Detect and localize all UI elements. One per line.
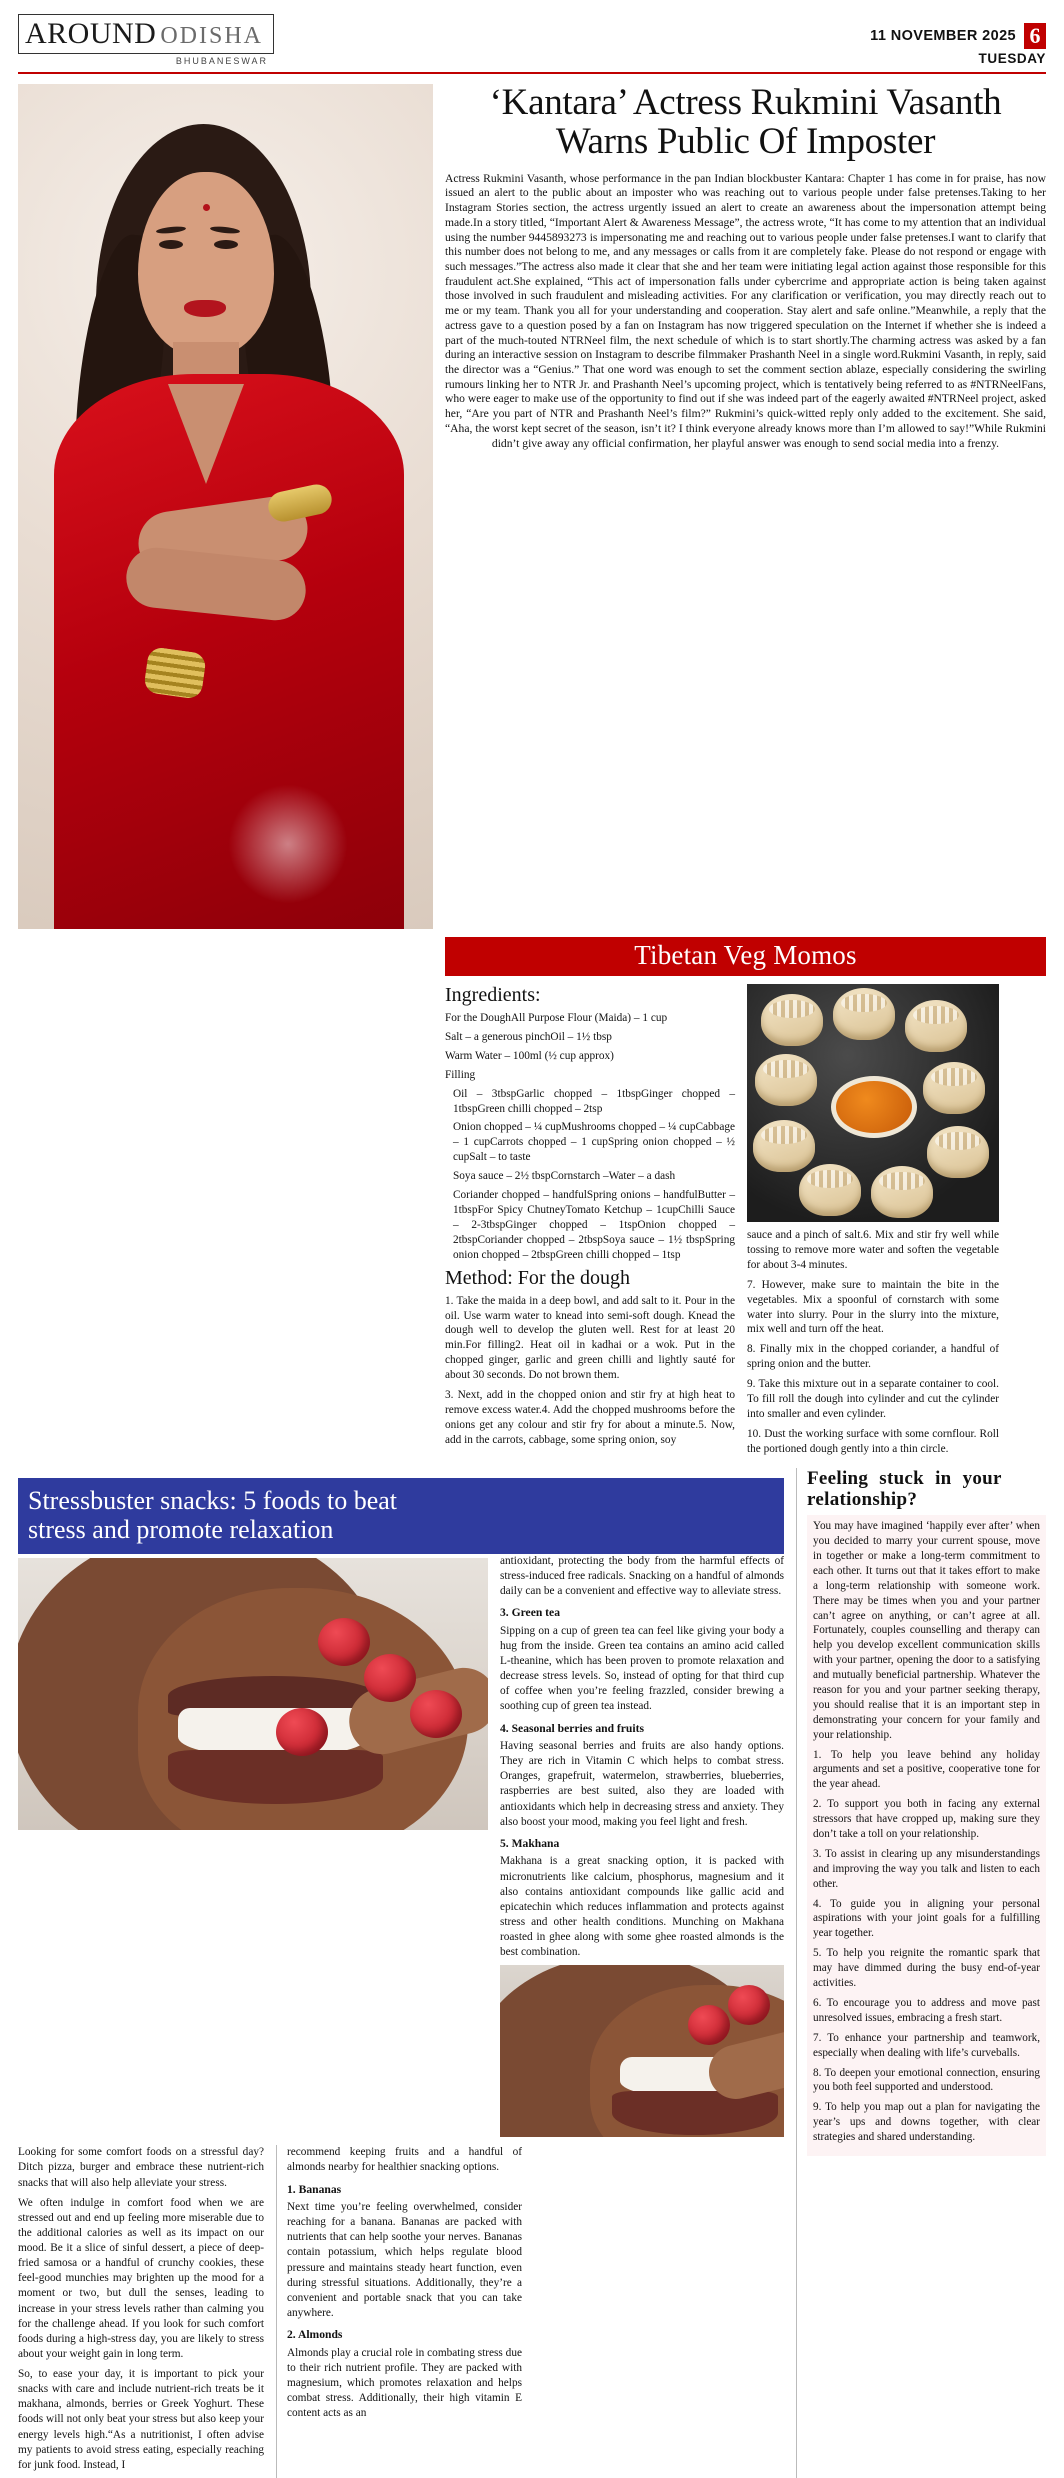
stress-item-body: Having seasonal berries and fruits are also handy options. They are rich in Vitamin C which helps to combat stress. Oranges, grapefruit, watermelon, strawberries, blueberries, raspberries are best suited, also they are loaded with antioxidants which help in decreasing stress and anxiety. They also boost your mood, making you feel light and fresh. bbox=[500, 1740, 784, 1828]
lead-text-column bbox=[445, 84, 1046, 929]
issue-date: 11 NOVEMBER 2025 bbox=[870, 28, 1016, 44]
momos-section bbox=[445, 984, 1046, 1462]
method-step: 8. Finally mix in the chopped coriander, a handful of spring onion and the butter. bbox=[747, 1343, 999, 1371]
relationship-point: 2. To support you both in facing any external stressors that have cropped up, making sure they don’t take a toll on your relationship. bbox=[813, 1798, 1040, 1841]
stress-paragraph: So, to ease your day, it is important to pick your snacks with care and include nutrient-rich treats be it makhana, almonds, berries or Greek Yoghurt. These foods will not only beat your stress but also keep your energy levels high.“As a nutritionist, I often advise my patients to avoid stress eating, especially reaching for junk food. Instead, I bbox=[18, 2368, 264, 2471]
page-title bbox=[445, 84, 1046, 162]
brand-region: ODISHA bbox=[160, 23, 264, 49]
method-step: 1. Take the maida in a deep bowl, and add salt to it. Pour in the oil. Use warm water to knead into semi-soft dough. Knead the dough well to develop the gluten well. Rest for at least 20 min.For filling2. Heat oil in kadhai or a wok. Put in the chopped ginger, garlic and green chilli and lightly sauté for about 30 seconds. Do not brown them. bbox=[445, 1294, 735, 1382]
momos-left-column bbox=[445, 984, 735, 1462]
weekday: TUESDAY bbox=[978, 51, 1046, 66]
ingredient-item: Coriander chopped – handfulSpring onions – handfulButter – 1tbspFor Spicy ChutneyTomato Ketchup – 1cupChilli Sauce – 2-3tbspGinger chopped – 1tspOnion chopped – 2tbspCoriander chopped – 2tbspSoya sauce – 1½ tbspSpring onion chopped – 2tbspGreen chilli chopped – 1tsp bbox=[453, 1189, 735, 1261]
stress-photo bbox=[18, 1558, 488, 1830]
relationship-point: 8. To deepen your emotional connection, ensuring you both feel supported and understood. bbox=[813, 2066, 1040, 2094]
stress-continuation: antioxidant, protecting the body from the harmful effects of stress-induced free radicals. Snacking on a handful of almonds daily can be a convenient and effective way to alleviate stress. bbox=[500, 1554, 784, 1598]
stressbuster-body bbox=[18, 2145, 784, 2478]
stress-item-heading: 3. Green tea bbox=[500, 1606, 560, 1620]
chutney-bowl bbox=[831, 1076, 917, 1138]
momos-right-column bbox=[747, 984, 999, 1462]
ingredient-item: For the DoughAll Purpose Flour (Maida) – 1 cup bbox=[445, 1012, 668, 1024]
method-step: 9. Take this mixture out in a separate container to cool. To fill roll the dough into cylinder and cut the cylinder into smaller and even cylinder. bbox=[747, 1378, 999, 1420]
stress-item-body: Next time you’re feeling overwhelmed, consider reaching for a banana. Bananas are packed with nutrients that can help soothe your nerves. Bananas contain potassium, which helps regulate blood pressure and maintains steady heart function, even during stressful situations. Additionally, they’re a convenient and portable snack that you can take anywhere. bbox=[287, 2201, 522, 2319]
actress-photo bbox=[18, 84, 433, 929]
brand-box bbox=[18, 14, 274, 54]
bangle-stack-icon bbox=[143, 646, 207, 700]
method-title: Method: For the dough bbox=[445, 1266, 630, 1289]
relationship-point: 9. To help you map out a plan for navigating the year’s ups and downs together, with clear strategies and shared understanding. bbox=[813, 2101, 1040, 2144]
stress-column-2 bbox=[276, 2145, 522, 2478]
ingredients-list bbox=[445, 1011, 735, 1263]
stress-paragraph: We often indulge in comfort food when we are stressed out and end up feeling more miserable due to the additional calories as well as its impact on our mood. Be it a slice of sinful dessert, a piece of deep-fried samosa or a handful of crunchy cookies, these feel-good munchies may brighten up the mood for a moment or two, but dull the senses, leading to increase in your stress levels rather than calming you for the challenge ahead. If you look for such comfort foods during a high-stress day, you are likely to stress about your weight gain in long term. bbox=[18, 2196, 264, 2360]
masthead bbox=[18, 14, 1046, 74]
stress-item-heading: 2. Almonds bbox=[287, 2328, 343, 2342]
method-step: 10. Dust the working surface with some cornflour. Roll the portioned dough gently into a thin circle. bbox=[747, 1427, 999, 1455]
method-step: 3. Next, add in the chopped onion and stir fry at high heat to remove excess water.4. Add the chopped mushrooms before the onions get any colour and stir fry for about a minute.5. Now, add in the carrots, cabbage, some spring onion, soy bbox=[445, 1389, 735, 1446]
page-number: 6 bbox=[1024, 23, 1046, 49]
method-step: sauce and a pinch of salt.6. Mix and stir fry well while tossing to remove more water and soften the vegetable for about 3-4 minutes. bbox=[747, 1229, 999, 1271]
lead-body-text: Actress Rukmini Vasanth, whose performance in the pan Indian blockbuster Kantara: Chapter 1 has come in for praise, has now issued an alert to the public about an imposter who was reaching out to various people under false pretenses.Taking to her Instagram Stories section, the actress urgently issued an alert to create an awareness about the impersonation attempt being made.In a story titled, “Important Alert & Awareness Message”, the actress wrote, “It has come to my attention that an individual using the number 9445893273 is impersonating me and reaching out to various people under false pretenses.I want to clarify that this number does not belong to me, and any messages or calls from it are completely fake. Please do not respond or engage with such messages.”The actress also made it clear that she and her team were initiating legal action against those responsible for this fraudulent act.She explained, “This act of impersonation falls under cybercrime and appropriate action is being taken against those involved in such fraudulent and misleading activities. For any clarification or verification, you may directly reach out to me or my team. Thank you all for your understanding and cooperation. Stay alert and safe online.”Meanwhile, a reply that the actress gave to a question posed by a fan on Instagram has now triggered speculation on the Internet if whether she is indeed a part of the much-touted NTRNeel film, the next schedule of which is to start shortly.The charming actress was asked by a fan during an interactive session on Instagram to describe filmmaker Prashanth Neel in a single word.Rukmini Vasanth, in reply, said the director was a “Genius.” That one word was enough to set the comment section ablaze, especially considering the swirling rumours linking her to NTR Jr. and Prashanth Neel’s upcoming project, which is tentatively being referred to as #NTRNeelFans, who were eager to make use of the opportunity to find out if she was indeed part of the eagerly awaited #NTRNeel project, asked her, “Are you part of NTR and Prashanth Neel’s film?” Rukmini’s quick-witted reply only added to the excitement. She said, “Aha, the worst kept secret of the season, isn’t it? I think everyone already knows more than I’m allowed to say!”While Rukmini didn’t give away any official confirmation, her playful answer was enough to send social media into a frenzy. bbox=[445, 171, 1046, 450]
stress-column-3-top bbox=[500, 1554, 784, 2137]
brand-name: AROUND bbox=[25, 17, 157, 50]
stress-item-body: Makhana is a great snacking option, it is packed with micronutrients like calcium, phosphorus, magnesium and it also contains antioxidant compounds like gallic acid and epicatechin which reduces inflammation and protects against stress and other health conditions. Munching on Makhana roasted in ghee along with some ghee roasted almonds is the best combination. bbox=[500, 1855, 784, 1959]
stress-column-1 bbox=[18, 2145, 264, 2478]
ingredient-item: Filling bbox=[445, 1068, 476, 1081]
ingredient-item: Warm Water – 100ml (½ cup approx) bbox=[445, 1049, 614, 1062]
lead-photo-column bbox=[18, 84, 433, 929]
brand bbox=[18, 14, 274, 66]
ingredients-title: Ingredients: bbox=[445, 984, 541, 1006]
ingredient-item: Oil – 3tbspGarlic chopped – 1tbspGinger chopped – 1tbspGreen chilli chopped – 2tsp bbox=[453, 1087, 735, 1115]
method-step: 7. However, make sure to maintain the bite in the vegetables. Mix a spoonful of cornstarch with some water into slurry. Pour in the slurry into the mixture, mix well and turn off the heat. bbox=[747, 1278, 999, 1336]
stress-item-heading: 1. Bananas bbox=[287, 2182, 342, 2196]
stress-paragraph: recommend keeping fruits and a handful of almonds nearby for healthier snacking options. bbox=[287, 2146, 522, 2174]
ingredient-item: Soya sauce – 2½ tbspCornstarch –Water – a dash bbox=[453, 1170, 676, 1183]
berries-photo bbox=[500, 1965, 784, 2137]
momos-section-title: Tibetan Veg Momos bbox=[445, 937, 1046, 976]
relationship-title: Feeling stuck in your relationship? bbox=[807, 1467, 1002, 1510]
stress-item-heading: 5. Makhana bbox=[500, 1836, 560, 1850]
date-block bbox=[870, 23, 1046, 66]
stress-title-line-2: stress and promote relaxation bbox=[28, 1514, 334, 1544]
method-steps-right bbox=[747, 1228, 999, 1457]
relationship-point: 3. To assist in clearing up any misunderstandings and improving the way you talk and listen to each other. bbox=[813, 1847, 1040, 1890]
bindi-icon bbox=[203, 204, 210, 211]
relationship-point: 7. To enhance your partnership and teamwork, especially when dealing with life’s curveballs. bbox=[813, 2031, 1040, 2059]
lead-section bbox=[18, 84, 1046, 929]
momos-photo bbox=[747, 984, 999, 1222]
relationship-point: 6. To encourage you to address and move past unresolved issues, embracing a fresh start. bbox=[813, 1996, 1040, 2024]
relationship-body bbox=[807, 1515, 1046, 2156]
stress-item-body: Almonds play a crucial role in combating stress due to their rich nutrient profile. They are packed with magnesium, which promotes relaxation and helps combat stress. Additionally, their high vitamin E content acts as an bbox=[287, 2346, 522, 2420]
relationship-section bbox=[796, 1468, 1046, 2478]
headline-line-2: Warns Public Of Imposter bbox=[555, 120, 936, 162]
relationship-point: 1. To help you leave behind any holiday arguments and set a positive, cooperative tone for the year ahead. bbox=[813, 1748, 1040, 1791]
relationship-point: 4. To guide you in aligning your personal aspirations with your joint goals for a fulfilling year together. bbox=[813, 1897, 1040, 1940]
stress-title-line-1: Stressbuster snacks: 5 foods to beat bbox=[28, 1485, 398, 1515]
stress-item-body: Sipping on a cup of green tea can feel like giving your body a hug from the inside. Green tea contains an amino acid called L-theanine, which has been proven to promote relaxation and decrease stress levels. So, instead of opting for that third cup of coffee when you’re feeling frazzled, consider brewing a soothing cup of green tea instead. bbox=[500, 1624, 784, 1713]
stressbuster-section-title bbox=[18, 1478, 784, 1554]
ingredient-item: Salt – a generous pinchOil – 1½ tbsp bbox=[445, 1030, 612, 1043]
relationship-intro: You may have imagined ‘happily ever after’ when you decided to marry your current spouse, move in together or make a long-term commitment to each other. It turns out that it takes effort to make a long-term relationship with someone work. There may be times when you and your partner can’t agree on anything, or can’t agree at all. Fortunately, couples counselling and therapy can help you develop excellent communication skills with your partner, opening the door to a satisfying and mutually beneficial partnership. Whatever the reason for you and your partner seeking therapy, you should realise that it is an important step in demonstrating your concern for your family and your relationship. bbox=[813, 1520, 1040, 1741]
relationship-point: 5. To help you reignite the romantic spark that may have dimmed during the busy end-of-year activities. bbox=[813, 1947, 1040, 1990]
stress-paragraph: Looking for some comfort foods on a stressful day? Ditch pizza, burger and embrace these nutrient-rich snacks that will also help alleviate your stress. bbox=[18, 2146, 264, 2189]
method-steps-left bbox=[445, 1294, 735, 1448]
ingredient-item: Onion chopped – ¼ cupMushrooms chopped – ¼ cupCabbage – 1 cupCarrots chopped – 1 cupSpring onion chopped – ½ cupSalt – to taste bbox=[453, 1121, 735, 1164]
edition-label: BHUBANESWAR bbox=[175, 56, 269, 66]
stress-item-heading: 4. Seasonal berries and fruits bbox=[500, 1721, 644, 1735]
headline-line-1: ‘Kantara’ Actress Rukmini Vasanth bbox=[489, 82, 1002, 123]
